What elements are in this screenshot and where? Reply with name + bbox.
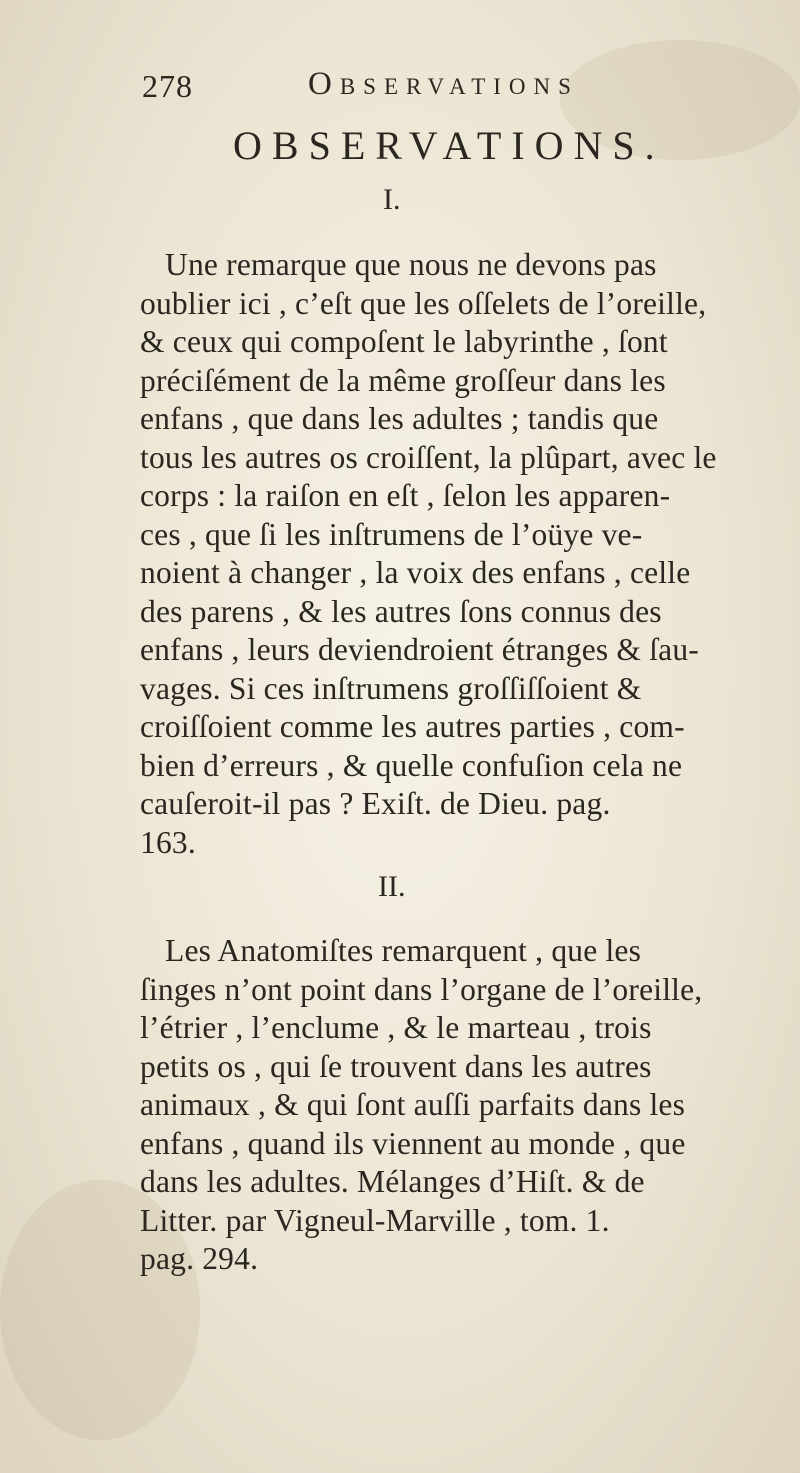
text-line: des parens , & les autres ſons connus des <box>140 593 662 629</box>
text-line: enfans , leurs deviendroient étranges & ſau- <box>140 632 699 667</box>
page-number: 278 <box>142 68 193 104</box>
text-line: préciſément de la même groſſeur dans les <box>140 362 666 398</box>
text-line: enfans , quand ils viennent au monde , que <box>140 1125 686 1161</box>
text-line: ces , que ſi les inſtrumens de l’oüye ve- <box>140 516 643 552</box>
text-line: Une remarque que nous ne devons pas <box>165 247 657 282</box>
text-line: bien d’erreurs , & quelle confuſion cela ne <box>140 747 683 783</box>
text-line: vages. Si ces inſtrumens groſſiſſoient & <box>140 670 642 706</box>
section-numeral: I. <box>383 183 401 216</box>
text-line: tous les autres os croiſſent, la plûpart, avec le <box>140 439 717 475</box>
text-line: croiſſoient comme les autres parties , com- <box>140 709 685 744</box>
text-line: corps : la raiſon en eſt , ſelon les apparen- <box>140 478 671 513</box>
paragraph <box>140 932 800 1279</box>
text-line: cauſeroit-il pas ? Exiſt. de Dieu. pag. <box>140 786 611 821</box>
text-line: l’étrier , l’enclume , & le marteau , trois <box>140 1010 652 1045</box>
text-line: oublier ici , c’eſt que les oſſelets de l’oreille, <box>140 285 707 321</box>
text-line: Litter. par Vigneul-Marville , tom. 1. <box>140 1202 610 1238</box>
running-head: Observations <box>308 66 579 102</box>
text-line: ſinges n’ont point dans l’organe de l’oreille, <box>140 971 703 1007</box>
text-line: dans les adultes. Mélanges d’Hiſt. & de <box>140 1164 645 1199</box>
text-line: Les Anatomiſtes remarquent , que les <box>165 933 642 968</box>
paragraph <box>140 246 800 862</box>
text-line: & ceux qui compoſent le labyrinthe , ſont <box>140 324 668 359</box>
text-line: noient à changer , la voix des enfans , celle <box>140 555 691 590</box>
text-line: animaux , & qui ſont auſſi parfaits dans les <box>140 1087 686 1122</box>
page-title: OBSERVATIONS. <box>233 123 665 168</box>
text-line: petits os , qui ſe trouvent dans les autres <box>140 1048 652 1084</box>
text-line: pag. 294. <box>140 1241 259 1276</box>
text-line: enfans , que dans les adultes ; tandis que <box>140 401 659 436</box>
text-line: 163. <box>140 824 196 860</box>
section-numeral: II. <box>378 870 406 903</box>
